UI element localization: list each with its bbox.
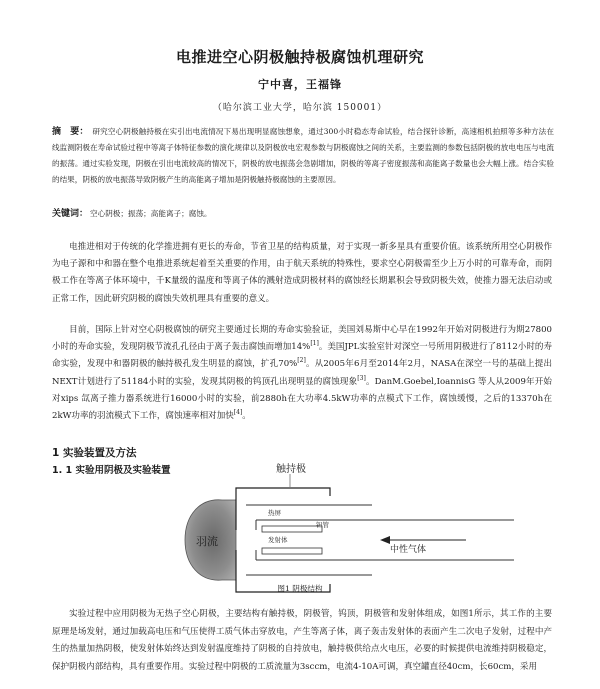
method-paragraph: 实验过程中应用阴极为无热子空心阴极，主要结构有触持极，阴极管，钨顶，阴极管和发射体组成，如图1所示，其工作的主要原理是场发射，通过加载高电压和气压使得工质气体击穿放电，产生等离子体，离子轰击发射体的表面产生二次电子发射，过程中产生的热量加热阴极，使发射体始终达到发射温度维持了阴极的自持放电，触持极供给点火电压，必要的时候提供电流维持阴极稳定，保护阴极内部结构，具有重要作用。实验过程中阴极的工质流量为3sccm，电流4-10A可调，真空罐直径40cm，长60cm，采用	[52, 609, 552, 672]
section-heading-1-1: 1. 1 实验用阴极及实验装置	[52, 465, 171, 476]
abstract-text: 研究空心阴极触持极在实引出电流情况下易出现明显腐蚀想象，通过300小时稳态寿命试验，结合探针诊断，高速相机拍照等多种方法在线监测阴极在寿命试验过程中等离子体特征参数的演化规律以及阴极放电宏观参数与阴极腐蚀之间的关系，主要监测的参数包括阴极的放电电压与电流的振荡。通过实验发现，阴极在引出电流较高的情况下，阴极的放电振荡会急剧增加，阴极的等离子密度振荡和高能离子数量也会大幅上涨。结合实验的结果，阴极的放电振荡导致阴极产生的高能离子增加是阴极触持极腐蚀的主要原因。	[52, 127, 554, 184]
figure-caption: 图1 阴极结构	[277, 584, 323, 593]
heat-shield	[246, 505, 372, 575]
gas-label: 中性气体	[390, 545, 427, 555]
p2-part-b: 。美国JPL实验室针对深空一号所用阴极进行了8112小时的寿命实验，发现中和器阴极的触持极孔发生明显的腐蚀，扩孔70%	[52, 342, 552, 370]
gas-arrow-head	[380, 536, 390, 544]
plume-label: 羽流	[196, 535, 218, 548]
p2-part-e: 。	[242, 411, 251, 422]
intro-paragraph-1: 电推进相对于传统的化学推进拥有更长的寿命，节省卫星的结构质量，对于实现一新多星具有重要价值。该系统所用空心阴极作为电子源和中和器在整个电推进系统起着至关重要的作用，由于航天系统的特殊性，要求空心阴极需至少上万小时的可靠寿命，而阴极工作在等离子体环境中，千K量级的温度和等离子体的溅射造成阴极材料的腐蚀经长期累积会导致阴极失效，使推力器无法启动或正常工作，因此研究阴极的腐蚀失效机理具有重要的意义。	[52, 242, 552, 304]
keeper-label: 触持极	[276, 464, 306, 475]
p2-part-a: 目前，国际上针对空心阴极腐蚀的研究主要通过长期的寿命实验验证，美国刘易斯中心早在1992年开始对阴极进行为期27800小时的寿命实验，发现阴极节流孔孔径由于离子轰击腐蚀而增加14%	[52, 325, 552, 353]
section-heading-1: 1 实验装置及方法	[52, 447, 137, 459]
abstract-label: 摘 要：	[52, 127, 89, 137]
paper-authors: 宁中喜，王福锋	[258, 78, 342, 91]
ref-3: [3]	[357, 374, 366, 382]
emitter-label: 发射体	[268, 536, 288, 544]
keywords-text: 空心阴极；振荡；高能离子；腐蚀。	[90, 209, 212, 218]
paper-affiliation: （哈尔滨工业大学，哈尔滨 150001）	[212, 103, 388, 113]
ref-4: [4]	[233, 409, 243, 417]
heater-label: 热屏	[268, 509, 281, 517]
p2-part-c: 。从2005年6月至2014年2月，NASA在深空一号的基础上提出NEXT计划进行了51184小时的实验，发现其阴极的钨顶孔出现明显的腐蚀现象	[52, 359, 553, 387]
ref-2: [2]	[297, 357, 306, 365]
keywords-label: 关键词：	[52, 209, 89, 219]
ref-1: [1]	[310, 340, 319, 348]
p2-part-d: 。DanM.Goebel,IoannisG 等人从2009年开始对xips 氙离子推力器系统进行16000小时的实验，前2880h在大功率4.5kW功率的点模式下工作，腐蚀缓慢，之后的13370h在2kW功率的羽流模式下工作，腐蚀速率相对加快	[52, 376, 552, 422]
paper-title: 电推进空心阴极触持极腐蚀机理研究	[175, 48, 424, 66]
tube-label: 钽管	[316, 521, 329, 529]
